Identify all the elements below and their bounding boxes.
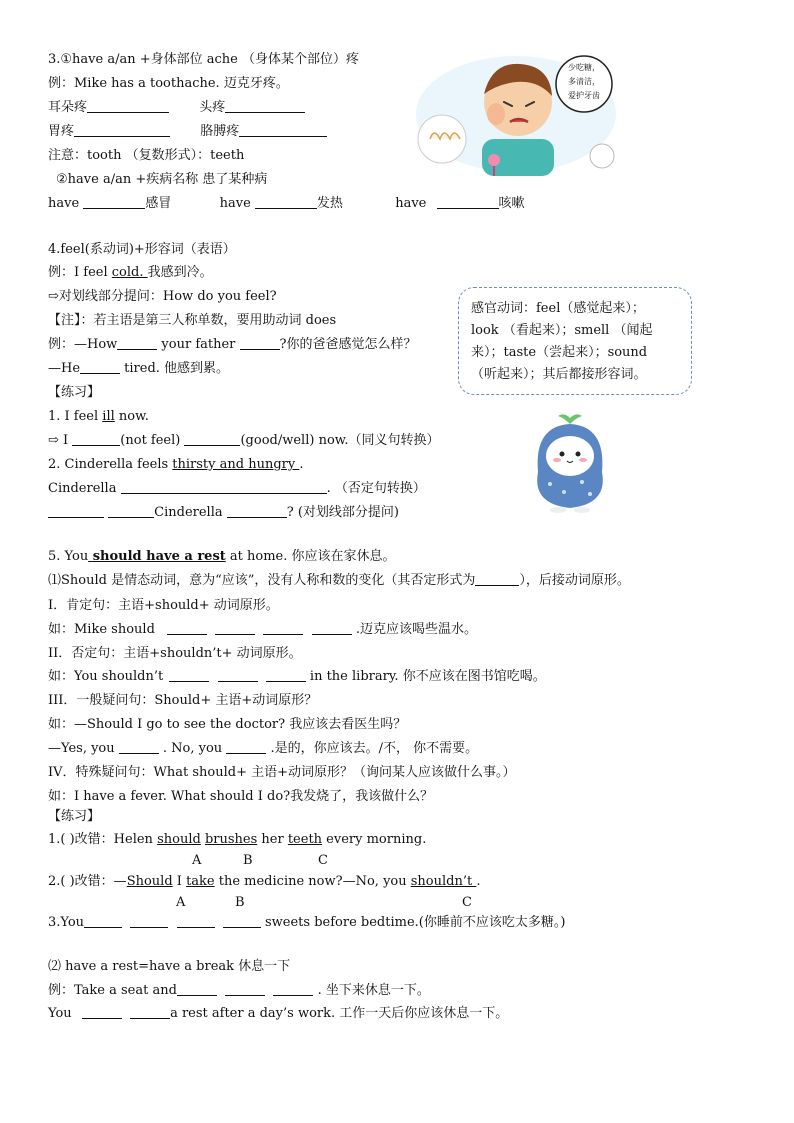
- text: 例：—How: [48, 337, 118, 352]
- text: now.: [114, 409, 149, 424]
- blank[interactable]: [108, 504, 154, 518]
- blank[interactable]: [117, 336, 157, 350]
- text: 例：I feel: [48, 265, 112, 280]
- box-line-2: look （看起来）；smell （闻起: [471, 323, 653, 338]
- stomachache-blank[interactable]: [74, 123, 170, 137]
- stomachache-label: 胃疼: [48, 124, 75, 139]
- have-1: have: [48, 196, 80, 211]
- q2-letter-a: A: [176, 895, 186, 910]
- text: 如：Mike should: [48, 622, 155, 637]
- blank[interactable]: [80, 360, 120, 374]
- option-b-word: brushes: [204, 832, 258, 847]
- option-c-word: shouldn’t: [410, 874, 477, 889]
- text: Cinderella: [48, 481, 121, 496]
- s5-negative: II．否定句：主语+shouldn’t+ 动词原形。: [48, 646, 302, 661]
- s3-pattern-1: 3.①have a/an +身体部位 ache （身体某个部位）疼: [48, 52, 359, 67]
- box-line-3: 来）；taste（尝起来）；sound: [471, 345, 648, 360]
- underlined-ill: ill: [102, 409, 115, 424]
- toothache-boy-illustration: [412, 44, 620, 176]
- s5-affirmative: I．肯定句：主语+should+ 动词原形。: [48, 598, 279, 613]
- sense-verbs-box: [458, 287, 692, 395]
- headache-label: 头疼: [199, 100, 226, 115]
- blank[interactable]: [312, 621, 352, 635]
- s5-part-2: ⑵ have a rest=have a break 休息一下: [48, 959, 291, 974]
- fever-blank[interactable]: [255, 195, 317, 209]
- have-3: have: [395, 196, 427, 211]
- option-c-word: teeth: [287, 832, 323, 847]
- underlined-should-have-a-rest: should have a rest: [88, 549, 226, 564]
- s4-practice-2-negative: [48, 480, 426, 498]
- q1-letter-a: A: [192, 853, 202, 868]
- s5-negative-example: [48, 668, 546, 686]
- s4-example-3: [48, 360, 229, 378]
- text: . No, you: [158, 741, 227, 756]
- text: 2.( )改错：—: [48, 874, 127, 889]
- s5-question-answers: [48, 740, 478, 758]
- blank[interactable]: [121, 480, 327, 494]
- text: sweets before bedtime.(你睡前不应该吃太多糖。): [260, 915, 566, 930]
- s3-row-stomachache: [48, 123, 327, 141]
- q2-letter-c: C: [462, 895, 472, 910]
- s5-question-example: 如：—Should I go to see the doctor? 我应该去看医生吗？: [48, 717, 407, 732]
- s4-practice-2-question: [48, 504, 399, 522]
- text: 1. I feel: [48, 409, 103, 424]
- blank[interactable]: [82, 1005, 122, 1019]
- text: the medicine now?—No, you: [214, 874, 411, 889]
- cold-character-illustration: [524, 412, 616, 514]
- text: ?你的爸爸感觉怎么样？: [279, 337, 417, 352]
- s5-wh-question: IV．特殊疑问句：What should+ 主语+动词原形？（询问某人应该做什么事。）: [48, 765, 516, 780]
- s5-question: III．一般疑问句：Should+ 主语+动词原形？: [48, 693, 318, 708]
- blank[interactable]: [169, 668, 209, 682]
- blank[interactable]: [119, 740, 159, 754]
- headache-blank[interactable]: [225, 99, 305, 113]
- cold-blank[interactable]: [83, 195, 145, 209]
- text: .是的，你应该去。/不， 你不需要。: [266, 741, 479, 756]
- s4-practice-2: [48, 456, 304, 474]
- text: in the library. 你不应该在图书馆吃喝。: [305, 669, 546, 684]
- text: ⑴Should 是情态动词，意为“应该”，没有人称和数的变化（其否定形式为: [48, 573, 476, 588]
- s5-practice-title: 【练习】: [48, 809, 101, 824]
- text: . （否定句转换）: [326, 481, 426, 496]
- earache-label: 耳朵疼: [48, 100, 88, 115]
- s4-practice-1-rewrite: [48, 432, 440, 450]
- s5-part-2-example: [48, 982, 430, 1000]
- text: 我感到冷。: [147, 265, 213, 280]
- text: a rest after a day’s work. 工作一天后你应该休息一下。: [170, 1006, 509, 1021]
- text: at home. 你应该在家休息。: [225, 549, 396, 564]
- s4-example: [48, 264, 213, 282]
- s4-practice-1: [48, 408, 149, 426]
- text: (not feel): [120, 433, 185, 448]
- option-a-word: Should: [126, 874, 173, 889]
- text: your father: [157, 337, 240, 352]
- s3-example: 例：Mike has a toothache. 迈克牙疼。: [48, 76, 289, 91]
- s3-pattern-2: ②have a/an +疾病名称 患了某种病: [56, 172, 268, 187]
- text: Cinderella: [154, 505, 227, 520]
- earache-blank[interactable]: [87, 99, 169, 113]
- blank[interactable]: [227, 504, 287, 518]
- text: ? (对划线部分提问): [286, 505, 399, 520]
- text: 1.( )改错：Helen: [48, 832, 158, 847]
- q2-letter-b: B: [235, 895, 245, 910]
- box-line-4: （听起来）；其后都接形容词。: [471, 367, 647, 382]
- option-b-word: take: [186, 874, 215, 889]
- text: —Yes, you: [48, 741, 119, 756]
- backache-label: 胳膊疼: [200, 124, 240, 139]
- text: (good/well) now.（同义句转换）: [240, 433, 440, 448]
- blank[interactable]: [177, 914, 215, 928]
- text: 2. Cinderella feels: [48, 457, 173, 472]
- underlined-phrase: thirsty and hungry: [172, 457, 300, 472]
- cold-label: 感冒: [145, 196, 172, 211]
- cough-label: 咳嗽: [498, 196, 525, 211]
- backache-blank[interactable]: [239, 123, 327, 137]
- s4-note: 【注】：若主语是第三人称单数，要用助动词 does: [48, 313, 337, 328]
- s5-part-2-example-2: [48, 1005, 508, 1023]
- s5-heading: [48, 548, 396, 566]
- box-line-1: 感官动词：feel（感觉起来）；: [471, 301, 645, 316]
- text: every morning.: [322, 832, 427, 847]
- blank[interactable]: [48, 504, 104, 518]
- text: 如：You shouldn’t: [48, 669, 164, 684]
- s3-note: 注意：tooth （复数形式）：teeth: [48, 148, 245, 163]
- underlined-cold: cold.: [111, 265, 148, 280]
- text: 例：Take a seat and: [48, 983, 177, 998]
- text: ），后接动词原形。: [519, 573, 630, 588]
- bubble-line-1: 少吃糖，: [568, 63, 600, 72]
- s5-q2: [48, 873, 480, 891]
- blank[interactable]: [240, 336, 280, 350]
- blank[interactable]: [226, 740, 266, 754]
- option-a-word: should: [157, 832, 201, 847]
- text: .迈克应该喝些温水。: [351, 622, 477, 637]
- have-2: have: [219, 196, 251, 211]
- blank[interactable]: [167, 621, 207, 635]
- text: tired. 他感到累。: [120, 361, 230, 376]
- blank[interactable]: [215, 621, 255, 635]
- blank[interactable]: [72, 432, 120, 446]
- s5-definition: [48, 572, 630, 590]
- s5-q3: [48, 914, 565, 932]
- blank[interactable]: [130, 914, 168, 928]
- s5-q1: [48, 831, 426, 849]
- text: . 坐下来休息一下。: [313, 983, 430, 998]
- blank[interactable]: [273, 982, 313, 996]
- blank[interactable]: [218, 668, 258, 682]
- blank[interactable]: [266, 668, 306, 682]
- s3-illness-row: [48, 195, 525, 213]
- q1-letter-b: B: [243, 853, 253, 868]
- s5-affirmative-example: [48, 621, 477, 639]
- blank[interactable]: [223, 914, 261, 928]
- text: 3.You: [48, 915, 85, 930]
- blank[interactable]: [263, 621, 303, 635]
- s5-wh-example: 如：I have a fever. What should I do?我发烧了，我该做什么？: [48, 789, 434, 804]
- text: .: [476, 874, 481, 889]
- fever-label: 发热: [316, 196, 343, 211]
- blank[interactable]: [130, 1005, 170, 1019]
- blank[interactable]: [475, 572, 519, 586]
- text: —He: [48, 361, 81, 376]
- s4-heading: 4.feel(系动词)+形容词（表语）: [48, 242, 236, 257]
- s3-row-earache: [48, 99, 305, 117]
- text: You: [48, 1006, 76, 1021]
- blank[interactable]: [225, 982, 265, 996]
- s4-example-2: [48, 336, 417, 354]
- s4-ask: ⇨对划线部分提问：How do you feel?: [48, 289, 277, 304]
- blank[interactable]: [184, 432, 240, 446]
- s4-practice-title: 【练习】: [48, 385, 101, 400]
- text: 5. You: [48, 549, 89, 564]
- blank[interactable]: [177, 982, 217, 996]
- bubble-line-2: 多清洁，: [568, 77, 600, 86]
- text: I: [172, 874, 187, 889]
- cough-blank[interactable]: [437, 195, 499, 209]
- q1-letter-c: C: [318, 853, 328, 868]
- text: ⇨ I: [48, 433, 73, 448]
- text: her: [257, 832, 288, 847]
- text: .: [299, 457, 304, 472]
- blank[interactable]: [84, 914, 122, 928]
- bubble-line-3: 爱护牙齿: [568, 91, 600, 100]
